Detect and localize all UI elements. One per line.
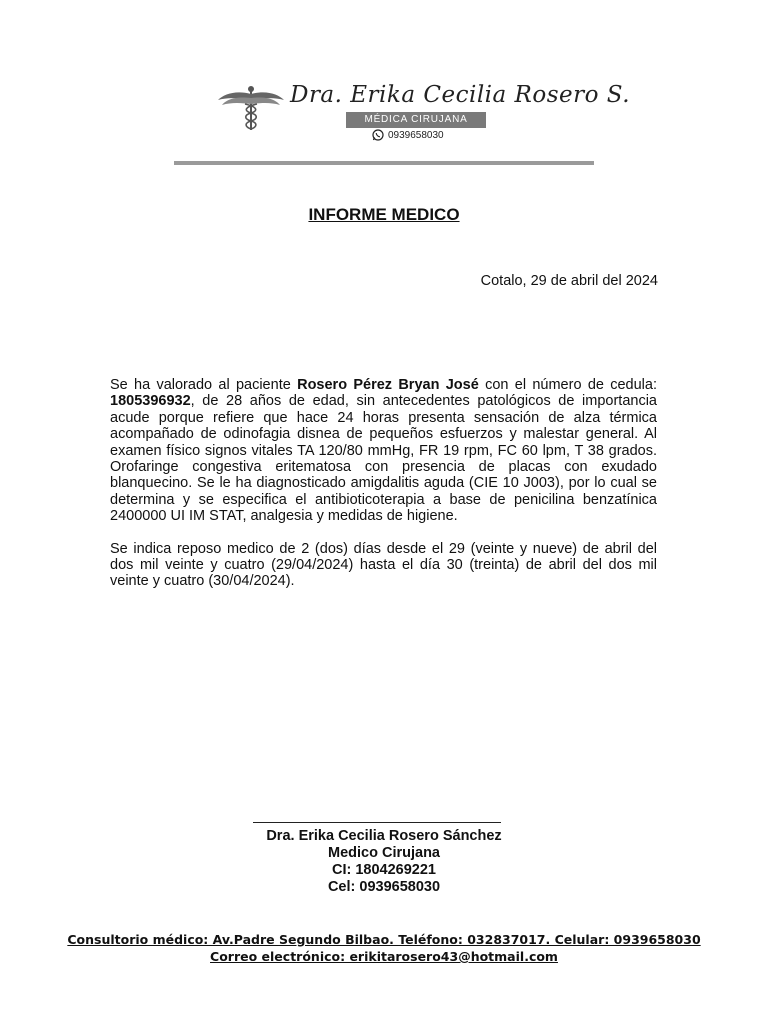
specialty-band: MÉDICA CIRUJANA <box>346 112 486 128</box>
footer <box>0 931 768 965</box>
patient-id: 1805396932 <box>110 393 191 410</box>
report-paragraph-2: Se indica reposo medico de 2 (dos) días desde el 29 (veinte y nueve) de abril del dos mil veinte y cuatro (29/04/2024) hasta el día 30 (treinta) de abril del dos mil veinte y cuatro (30/04/2024). <box>110 540 657 590</box>
caduceus-icon <box>216 84 286 132</box>
signer-name: Dra. Erika Cecilia Rosero Sánchez <box>266 828 502 844</box>
report-body <box>110 377 657 590</box>
header-phone <box>372 129 444 141</box>
footer-address: Consultorio médico: Av.Padre Segundo Bilbao. Teléfono: 032837017. Celular: 0939658030 <box>67 932 701 947</box>
signer-title: Medico Cirujana <box>328 845 440 861</box>
report-paragraph-1: Se ha valorado al paciente Rosero Pérez Bryan José con el número de cedula: 1805396932, de 28 años de edad, sin antecedentes patológicos de importancia acude porque refiere que hace 24 horas presenta sensación de alza térmica acompañado de odinofagia disnea de pequeños esfuerzos y malestar general. Al examen físico signos vitales TA 120/80 mmHg, FR 19 rpm, FC 60 lpm, T 38 grados. Orofaringe congestiva eritematosa con presencia de placas con exudado blanquecino. Se le ha diagnosticado amigdalitis aguda (CIE 10 J003), por lo cual se determina y se especifica el antibioticoterapia a base de penicilina benzatínica 2400000 UI IM STAT, analgesia y medidas de higiene. <box>110 377 657 525</box>
signature-line <box>253 822 501 823</box>
signature-block <box>250 822 518 896</box>
whatsapp-icon <box>372 129 384 141</box>
place-date: Cotalo, 29 de abril del 2024 <box>480 273 658 289</box>
signer-ci: CI: 1804269221 <box>332 862 436 878</box>
doctor-name-logo: Dra. Erika Cecilia Rosero S. <box>290 82 631 108</box>
header-phone-number: 0939658030 <box>388 129 444 141</box>
patient-name: Rosero Pérez Bryan José <box>297 377 479 393</box>
document-title: INFORME MEDICO <box>308 205 460 224</box>
letterhead <box>0 0 768 170</box>
signer-cel: Cel: 0939658030 <box>327 879 441 895</box>
header-divider <box>174 161 594 165</box>
footer-email[interactable]: Correo electrónico: erikitarosero43@hotmail.com <box>210 949 558 964</box>
